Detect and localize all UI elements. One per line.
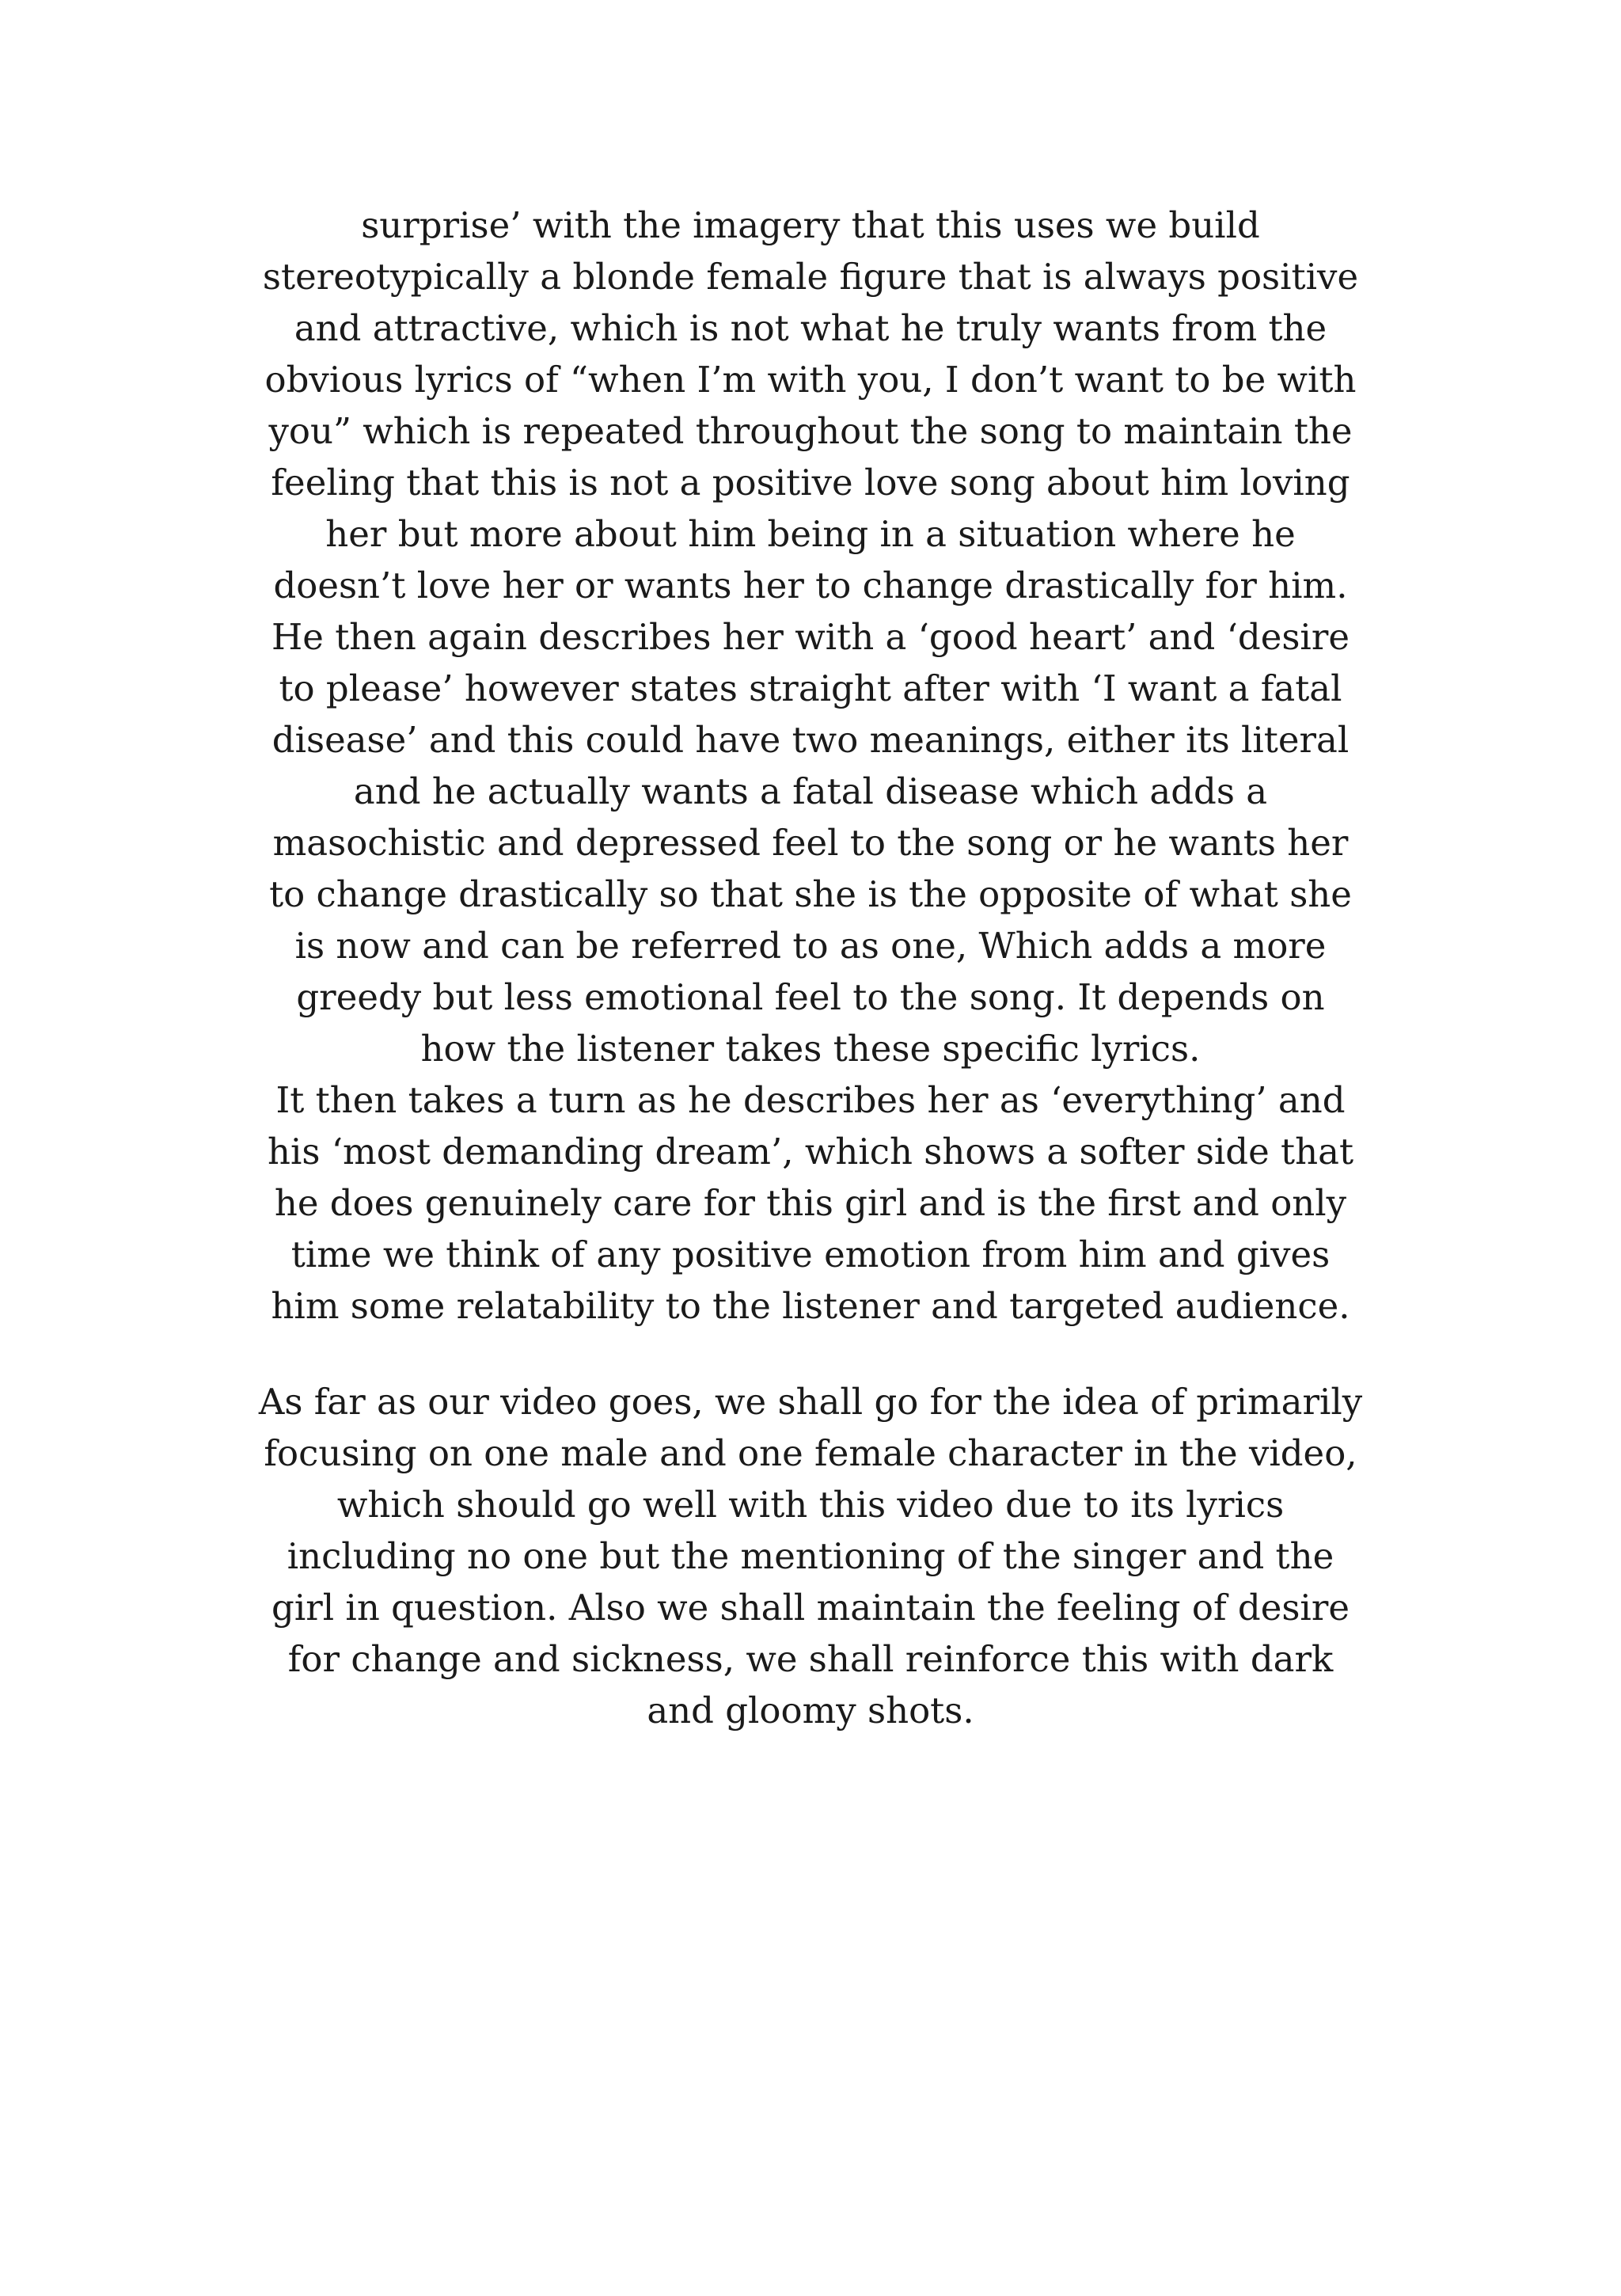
text-line: masochistic and depressed feel to the song or he wants her [272, 822, 1349, 864]
text-line: surprise’ with the imagery that this uses we build [361, 204, 1260, 246]
text-line: girl in question. Also we shall maintain the feeling of desire [271, 1587, 1350, 1629]
text-line: focusing on one male and one female character in the video, [264, 1432, 1357, 1474]
text-line: to please’ however states straight after with ‘I want a fatal [279, 667, 1342, 709]
text-line: feeling that this is not a positive love song about him loving [271, 462, 1350, 504]
text-line: her but more about him being in a situation where he [325, 513, 1296, 555]
text-line: how the listener takes these specific lyrics. [420, 1028, 1201, 1070]
text-line: doesn’t love her or wants her to change drastically for him. [273, 564, 1348, 606]
paragraph-lyrics-analysis [245, 200, 1376, 1332]
text-line: time we think of any positive emotion from him and gives [290, 1234, 1331, 1275]
text-line: disease’ and this could have two meanings, either its literal [271, 719, 1350, 761]
text-line: and he actually wants a fatal disease which adds a [353, 770, 1268, 812]
text-line: his ‘most demanding dream’, which shows a softer side that [267, 1131, 1354, 1173]
text-line: which should go well with this video due to its lyrics [336, 1484, 1285, 1526]
text-line: him some relatability to the listener and targeted audience. [271, 1285, 1350, 1327]
text-line: and attractive, which is not what he truly wants from the [294, 307, 1327, 349]
text-line: As far as our video goes, we shall go for the idea of primarily [258, 1381, 1363, 1423]
text-line: is now and can be referred to as one, Which adds a more [294, 925, 1327, 967]
paragraph-video-plan [245, 1376, 1376, 1736]
text-line: obvious lyrics of “when I’m with you, I don’t want to be with [264, 359, 1357, 401]
text-line: and gloomy shots. [647, 1690, 974, 1732]
text-line: It then takes a turn as he describes her as ‘everything’ and [275, 1079, 1346, 1121]
text-line: greedy but less emotional feel to the song. It depends on [296, 976, 1325, 1018]
text-line: you” which is repeated throughout the song to maintain the [268, 410, 1353, 452]
text-line: to change drastically so that she is the opposite of what she [269, 873, 1352, 915]
text-line: he does genuinely care for this girl and is the first and only [274, 1182, 1347, 1224]
text-line: stereotypically a blonde female figure that is always positive [262, 256, 1359, 298]
text-line: for change and sickness, we shall reinforce this with dark [287, 1638, 1334, 1680]
text-line: including no one but the mentioning of the singer and the [287, 1535, 1334, 1577]
text-line: He then again describes her with a ‘good heart’ and ‘desire [271, 616, 1350, 658]
